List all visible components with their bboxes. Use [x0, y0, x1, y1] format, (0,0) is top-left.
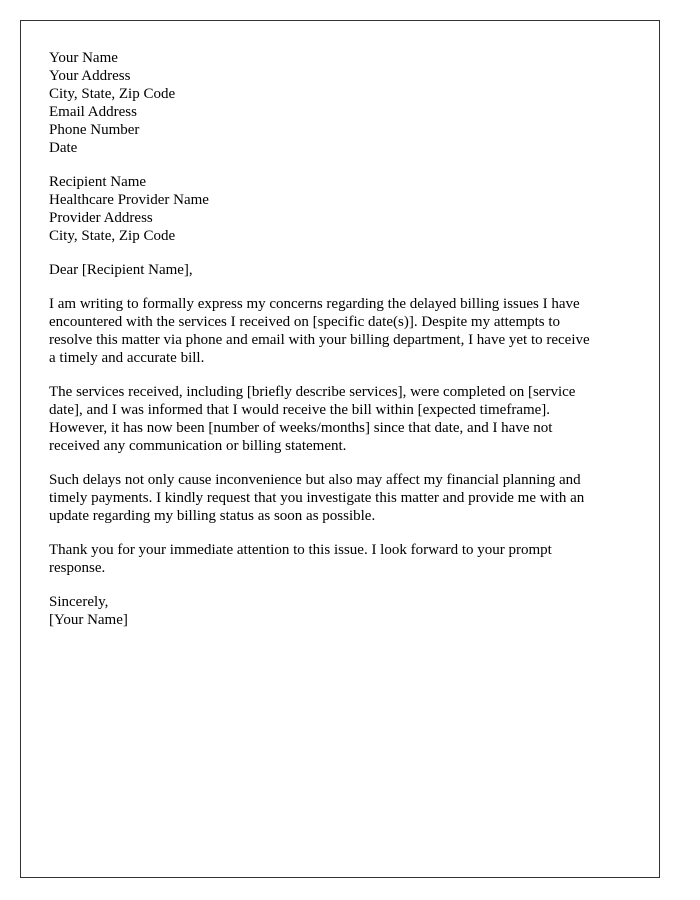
paragraph-line: However, it has now been [number of weeks/months] since that date, and I have not	[49, 420, 553, 436]
paragraph-line: received any communication or billing statement.	[49, 438, 347, 454]
paragraph-line: encountered with the services I received on [specific date(s)]. Despite my attempts to	[49, 314, 561, 330]
sender-phone: Phone Number	[49, 122, 140, 138]
closing-block	[49, 593, 639, 629]
valediction: Sincerely,	[49, 594, 109, 610]
recipient-provider: Healthcare Provider Name	[49, 192, 209, 208]
paragraph-line: resolve this matter via phone and email with your billing department, I have yet to receive	[49, 332, 590, 348]
letter-page	[20, 20, 660, 878]
body-paragraph-2	[49, 383, 639, 455]
recipient-name: Recipient Name	[49, 174, 147, 190]
body-paragraph-3	[49, 471, 639, 525]
recipient-city-state-zip: City, State, Zip Code	[49, 228, 176, 244]
letter-content	[49, 49, 639, 645]
recipient-address: Provider Address	[49, 210, 153, 226]
paragraph-line: a timely and accurate bill.	[49, 350, 205, 366]
paragraph-line: Thank you for your immediate attention to this issue. I look forward to your prompt	[49, 542, 552, 558]
paragraph-line: Such delays not only cause inconvenience but also may affect my financial planning and	[49, 472, 581, 488]
paragraph-line: response.	[49, 560, 106, 576]
sender-name: Your Name	[49, 50, 118, 66]
sender-email: Email Address	[49, 104, 137, 120]
salutation	[49, 261, 639, 279]
paragraph-line: update regarding my billing status as soon as possible.	[49, 508, 376, 524]
paragraph-line: I am writing to formally express my concerns regarding the delayed billing issues I have	[49, 296, 580, 312]
sender-city-state-zip: City, State, Zip Code	[49, 86, 176, 102]
salutation-text: Dear [Recipient Name],	[49, 262, 193, 278]
letter-date: Date	[49, 140, 78, 156]
paragraph-line: The services received, including [briefly describe services], were completed on [service	[49, 384, 576, 400]
paragraph-line: timely payments. I kindly request that you investigate this matter and provide me with an	[49, 490, 585, 506]
sender-block	[49, 49, 639, 157]
body-paragraph-1	[49, 295, 639, 367]
signature: [Your Name]	[49, 612, 128, 628]
paragraph-line: date], and I was informed that I would receive the bill within [expected timeframe].	[49, 402, 551, 418]
recipient-block	[49, 173, 639, 245]
body-paragraph-4	[49, 541, 639, 577]
sender-address: Your Address	[49, 68, 131, 84]
